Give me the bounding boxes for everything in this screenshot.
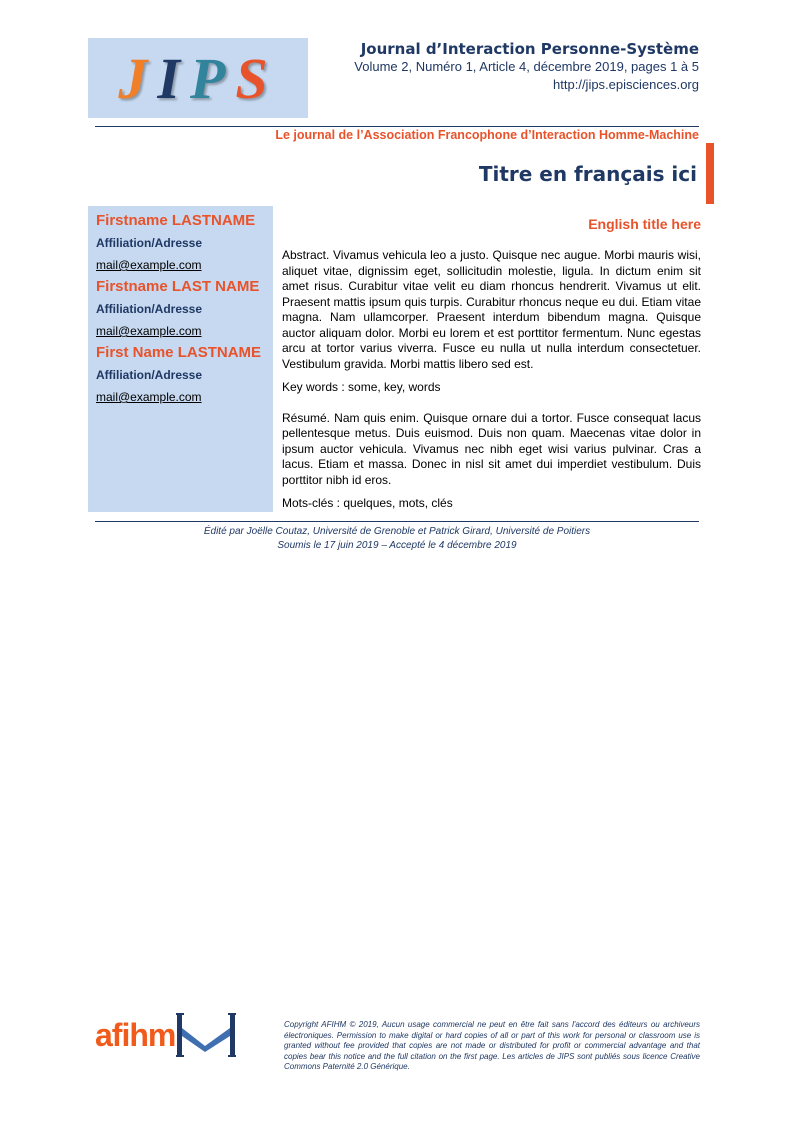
editors: Édité par Joëlle Coutaz, Université de Grenoble et Patrick Girard, Université de Poitiers <box>203 525 591 537</box>
author-email[interactable]: mail@example.com <box>96 258 202 272</box>
logo-letter-j: J <box>118 45 158 111</box>
resume: Résumé. Nam quis enim. Quisque ornare dui a tortor. Fusce consequat lacus pellentesque metus. Duis euismod. Duis non quam. Maecenas vitae dolor in ipsum auctor vehicula. Vivamus nec nibh eget wisi varius pulvinar. Cras a lacus. Etiam et massa. Donec in nisl sit amet dui imperdiet vestibulum. Duis porttitor nibh id eros. <box>282 410 701 487</box>
author-email[interactable]: mail@example.com <box>96 390 202 404</box>
author-email[interactable]: mail@example.com <box>96 324 202 338</box>
text-column <box>273 206 701 512</box>
authors-sidebar <box>88 206 273 512</box>
author-block <box>96 278 265 338</box>
abstract: Abstract. Vivamus vehicula leo a justo. Quisque nec augue. Morbi mauris wisi, aliquet vitae, dignissim eget, sollicitudin molestie, ligula. In dictum enim sit amet risus. Curabitur vitae velit eu diam rhoncus hendrerit. Vivamus ut elit. Praesent mattis ipsum quis turpis. Curabitur rhoncus neque eu dui. Etiam vitae magna. Nam ullamcorper. Praesent interdum bibendum magna. Quisque auctor aliquam dolor. Morbi eu lorem et est porttitor fermentum. Nunc egestas arcu at tortor varius viverra. Fusce eu nulla ut nulla interdum consectetuer. Vestibulum gravida. Morbi mattis libero sed est. <box>282 248 701 371</box>
volume-info: Volume 2, Numéro 1, Article 4, décembre 2019, pages 1 à 5 <box>354 59 699 74</box>
journal-header <box>354 40 699 94</box>
editorial-info <box>95 525 699 553</box>
author-name: Firstname LAST NAME <box>96 278 260 295</box>
author-name: Firstname LASTNAME <box>96 212 256 229</box>
title-en: English title here <box>588 216 701 232</box>
author-block <box>96 344 265 404</box>
keywords: Key words : some, key, words <box>282 380 441 394</box>
logo-letter-p: P <box>189 45 236 111</box>
title-fr: Titre en français ici <box>478 162 697 186</box>
author-block <box>96 212 265 272</box>
jips-logo <box>88 38 308 118</box>
article-columns <box>88 206 701 512</box>
author-affiliation: Affiliation/Adresse <box>96 236 203 250</box>
journal-title: Journal d’Interaction Personne-Système <box>360 40 699 58</box>
logo-letter-s: S <box>235 45 278 111</box>
afihm-logo <box>95 1012 237 1058</box>
author-name: First Name LASTNAME <box>96 344 262 361</box>
body-divider <box>95 521 699 522</box>
article-body <box>88 206 701 553</box>
dates: Soumis le 17 juin 2019 – Accepté le 4 décembre 2019 <box>277 539 517 551</box>
mots-cles: Mots-clés : quelques, mots, clés <box>282 496 453 510</box>
logo-letter-i: I <box>157 45 190 111</box>
journal-url[interactable]: http://jips.episciences.org <box>553 77 699 92</box>
accent-bar <box>706 143 714 204</box>
copyright-notice: Copyright AFIHM © 2019, Aucun usage commercial ne peut en être fait sans l'accord des éditeurs ou archiveurs électroniques. Permission to make digital or hard copies of all or part of this work for personal or classroom use is granted without fee provided that copies are not made or distributed for profit or commercial advantage and that copies bear this notice and the full citation on the first page. Les articles de JIPS sont publiés sous licence Creative Commons Paternité 2.0 Générique. <box>284 1020 700 1071</box>
author-affiliation: Affiliation/Adresse <box>96 302 203 316</box>
handshake-icon <box>175 1012 237 1058</box>
afihm-wordmark: afihm <box>95 1016 176 1053</box>
header-divider <box>95 126 699 127</box>
association-line: Le journal de l’Association Francophone d’Interaction Homme-Machine <box>275 128 699 142</box>
author-affiliation: Affiliation/Adresse <box>96 368 203 382</box>
